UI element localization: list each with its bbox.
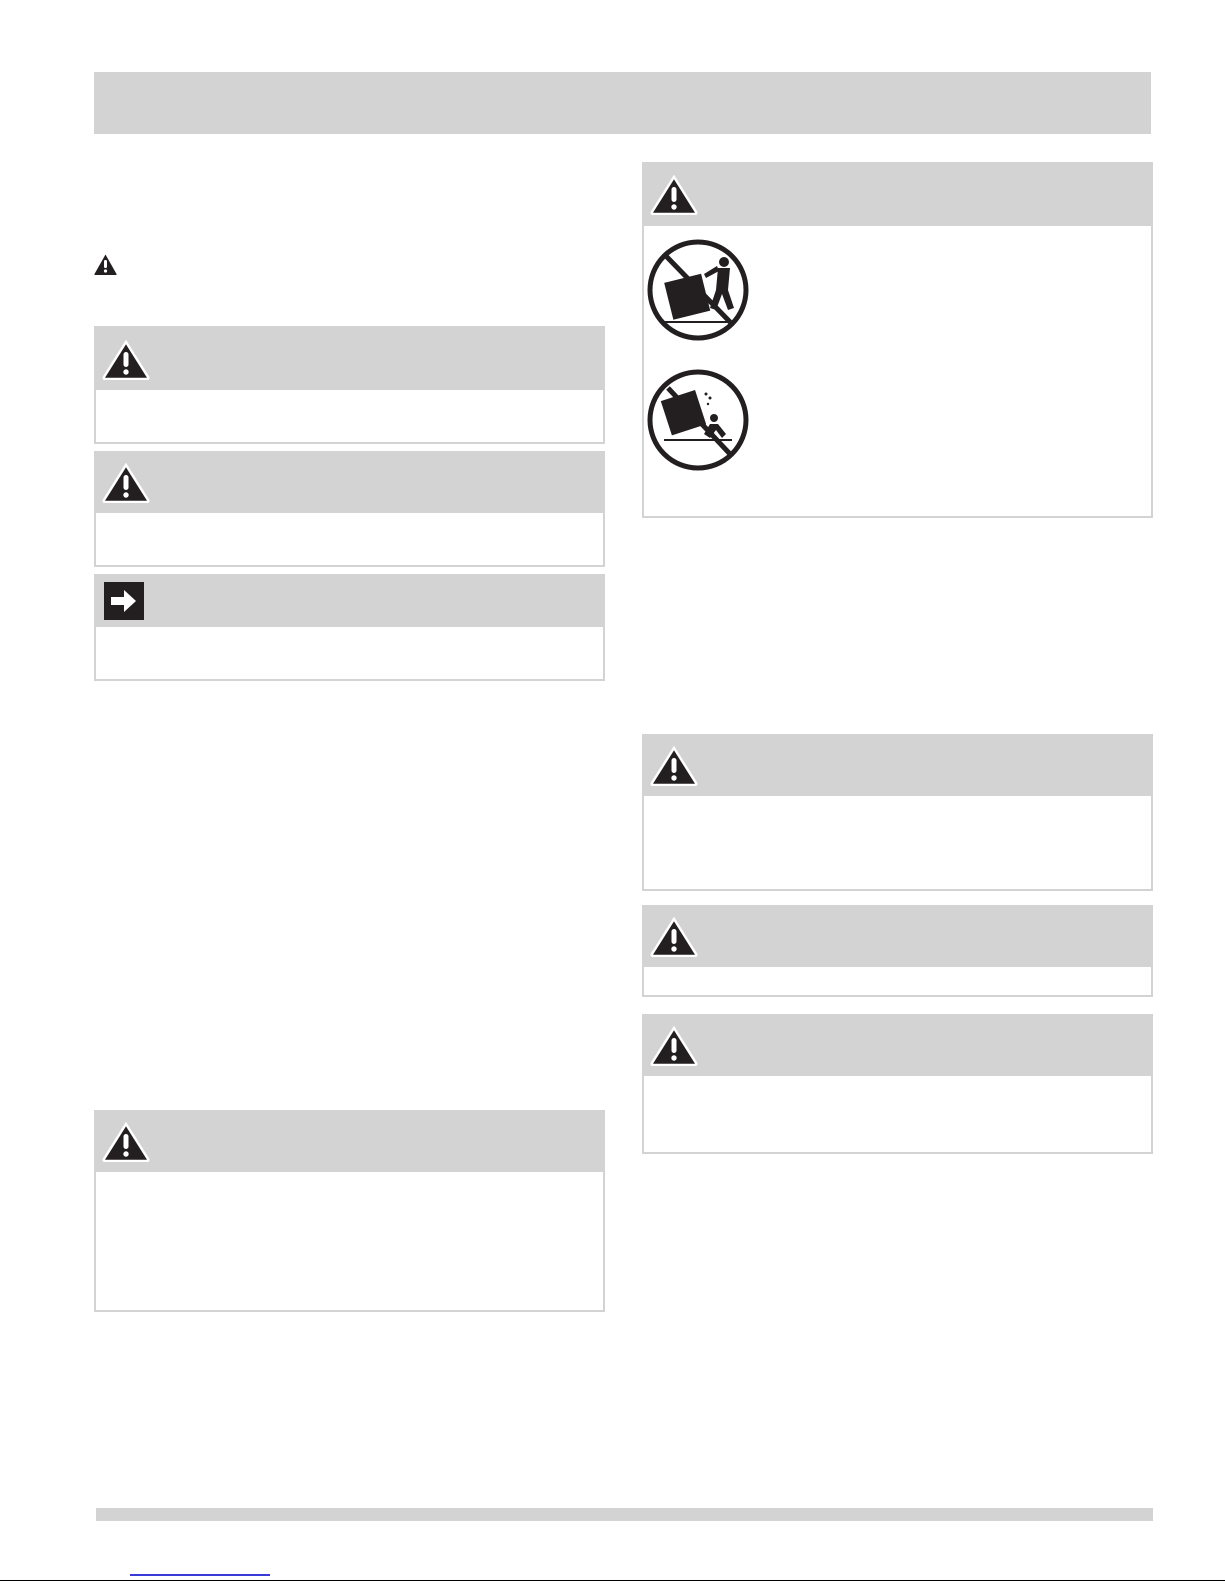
warning-triangle-icon	[650, 746, 698, 786]
warning-box-header	[96, 1112, 603, 1172]
warning-triangle-icon	[102, 1122, 150, 1162]
warning-box-right-4	[642, 1014, 1153, 1154]
tip-over-warning-box	[642, 162, 1153, 518]
warning-box-2	[94, 451, 605, 567]
warning-box-4	[94, 1110, 605, 1312]
warning-box-header	[644, 736, 1151, 796]
note-box-header	[96, 576, 603, 627]
warning-box-header	[644, 1016, 1151, 1076]
warning-box-header	[644, 907, 1151, 967]
warning-triangle-icon	[650, 917, 698, 957]
warning-box-right-3	[642, 905, 1153, 997]
warning-box-header	[96, 328, 603, 390]
bottom-rule	[0, 1580, 1225, 1581]
page-header-bar	[94, 72, 1151, 134]
arrow-right-icon	[104, 582, 144, 620]
bottom-link-underline[interactable]	[130, 1574, 270, 1576]
warning-triangle-icon	[650, 175, 698, 215]
warning-box-header	[644, 164, 1151, 226]
page-footer-bar	[96, 1508, 1153, 1521]
warning-triangle-icon	[93, 253, 118, 276]
warning-box-1	[94, 326, 605, 444]
warning-box-header	[96, 453, 603, 513]
no-child-tipping-hazard-icon	[646, 368, 750, 472]
warning-triangle-icon	[102, 463, 150, 503]
warning-triangle-icon	[102, 340, 150, 380]
note-box	[94, 574, 605, 681]
warning-box-right-2	[642, 734, 1153, 891]
no-climbing-hazard-icon	[646, 238, 750, 342]
warning-triangle-icon	[650, 1026, 698, 1066]
